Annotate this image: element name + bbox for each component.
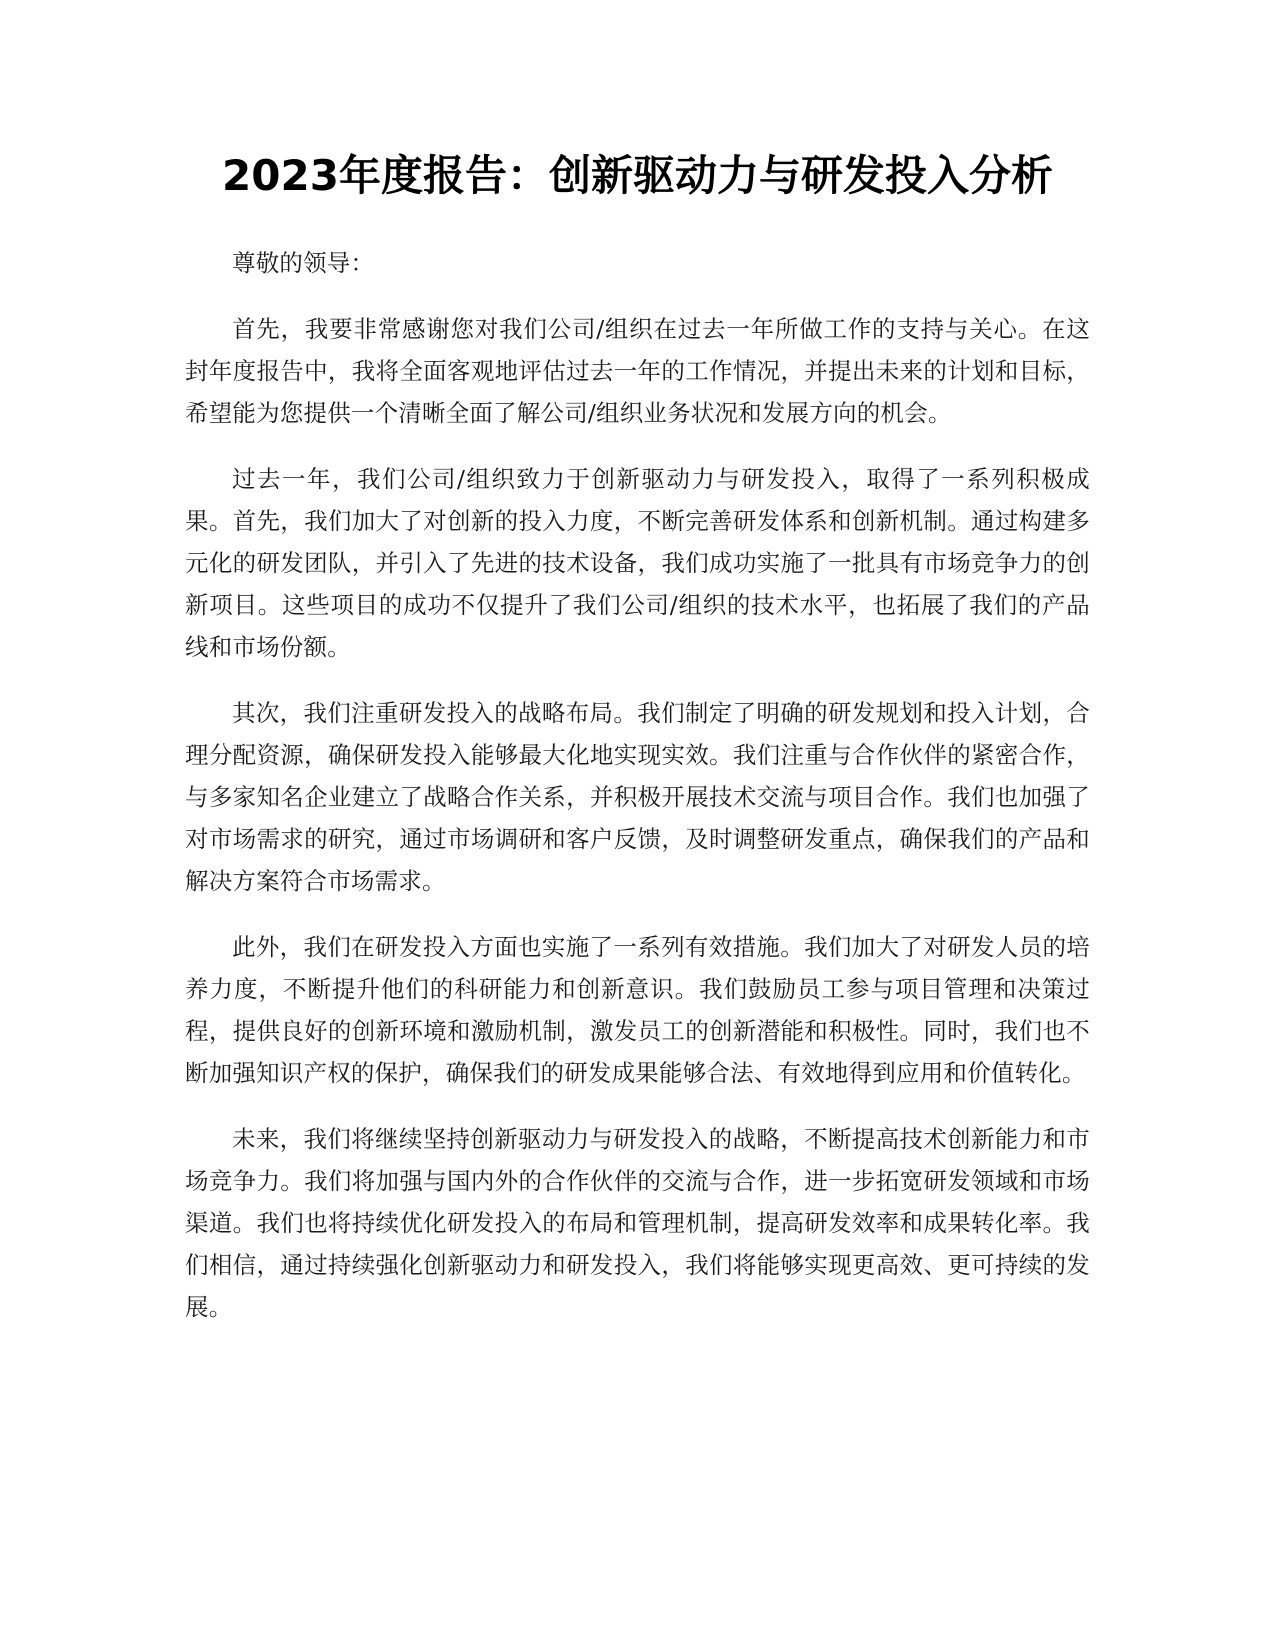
paragraph-1: 首先，我要非常感谢您对我们公司/组织在过去一年所做工作的支持与关心。在这封年度报告中，我将全面客观地评估过去一年的工作情况，并提出未来的计划和目标，希望能为您提供一个清晰全面了解公司/组织业务状况和发展方向的机会。	[185, 315, 1090, 427]
paragraph-5: 未来，我们将继续坚持创新驱动力与研发投入的战略，不断提高技术创新能力和市场竞争力。我们将加强与国内外的合作伙伴的交流与合作，进一步拓宽研发领域和市场渠道。我们也将持续优化研发投入的布局和管理机制，提高研发效率和成果转化率。我们相信，通过持续强化创新驱动力和研发投入，我们将能够实现更高效、更可持续的发展。	[185, 1125, 1090, 1321]
document-title: 2023年度报告：创新驱动力与研发投入分析	[222, 151, 1053, 200]
paragraph-3: 其次，我们注重研发投入的战略布局。我们制定了明确的研发规划和投入计划，合理分配资源，确保研发投入能够最大化地实现实效。我们注重与合作伙伴的紧密合作，与多家知名企业建立了战略合作关系，并积极开展技术交流与项目合作。我们也加强了对市场需求的研究，通过市场调研和客户反馈，及时调整研发重点，确保我们的产品和解决方案符合市场需求。	[185, 699, 1090, 895]
salutation: 尊敬的领导：	[232, 249, 375, 277]
paragraph-4: 此外，我们在研发投入方面也实施了一系列有效措施。我们加大了对研发人员的培养力度，不断提升他们的科研能力和创新意识。我们鼓励员工参与项目管理和决策过程，提供良好的创新环境和激励机制，激发员工的创新潜能和积极性。同时，我们也不断加强知识产权的保护，确保我们的研发成果能够合法、有效地得到应用和价值转化。	[185, 933, 1090, 1087]
document-body	[185, 242, 1090, 1352]
paragraph-2: 过去一年，我们公司/组织致力于创新驱动力与研发投入，取得了一系列积极成果。首先，我们加大了对创新的投入力度，不断完善研发体系和创新机制。通过构建多元化的研发团队，并引入了先进的技术设备，我们成功实施了一批具有市场竞争力的创新项目。这些项目的成功不仅提升了我们公司/组织的技术水平，也拓展了我们的产品线和市场份额。	[185, 465, 1090, 661]
